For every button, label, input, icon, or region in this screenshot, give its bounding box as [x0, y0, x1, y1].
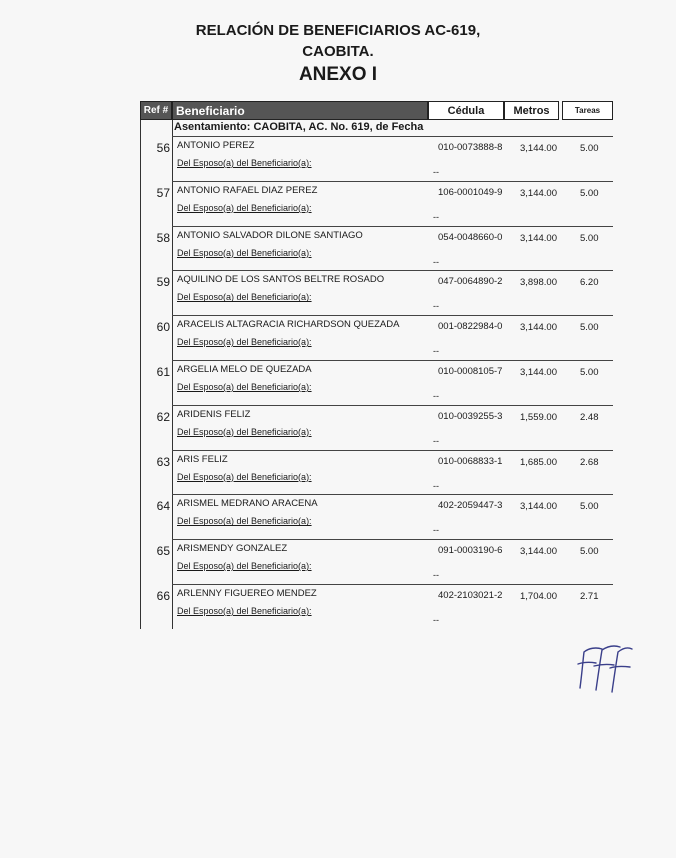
metros-value: 3,144.00: [520, 143, 557, 154]
beneficiary-name: ARACELIS ALTAGRACIA RICHARDSON QUEZADA: [177, 319, 400, 331]
cedula-value: 010-0039255-3: [438, 410, 503, 422]
spouse-cedula-value: --: [433, 211, 439, 222]
spouse-label: Del Esposo(a) del Beneficiario(a):: [177, 561, 312, 572]
settlement-subheader: Asentamiento: CAOBITA, AC. No. 619, de Fecha: [174, 121, 424, 133]
beneficiary-name: ANTONIO PEREZ: [177, 140, 255, 151]
beneficiary-name: ARISMEL MEDRANO ARACENA: [177, 498, 318, 510]
beneficiary-name: ANTONIO SALVADOR DILONE SANTIAGO: [177, 229, 363, 241]
spouse-cedula-value: --: [433, 615, 439, 625]
spouse-cedula-value: --: [433, 256, 439, 267]
table-row: [140, 181, 613, 226]
beneficiary-name: ARIDENIS FELIZ: [177, 408, 251, 420]
col-header-ref: Ref #: [140, 101, 172, 120]
spouse-label: Del Esposo(a) del Beneficiario(a):: [177, 426, 312, 437]
metros-value: 1,704.00: [520, 591, 557, 602]
row-divider: [172, 136, 613, 137]
beneficiary-name: ARIS FELIZ: [177, 453, 228, 465]
signature-icon: [574, 638, 634, 698]
row-divider: [172, 450, 613, 451]
tareas-value: 2.71: [580, 591, 599, 602]
metros-value: 3,144.00: [520, 322, 557, 334]
cedula-value: 054-0048660-0: [438, 231, 503, 243]
ref-number: 65: [156, 544, 170, 559]
ref-number: 60: [156, 320, 170, 335]
document-subtitle: CAOBITA.: [302, 43, 374, 60]
ref-number: 64: [156, 499, 170, 514]
spouse-cedula-value: --: [433, 570, 439, 581]
table-row: [140, 315, 613, 360]
row-divider: [172, 315, 613, 316]
table-row: [140, 584, 613, 629]
metros-value: 3,144.00: [520, 232, 557, 244]
tareas-value: 5.00: [580, 322, 599, 334]
tareas-value: 5.00: [580, 367, 599, 378]
col-header-cedula: Cédula: [428, 101, 504, 120]
spouse-cedula-value: --: [433, 167, 439, 177]
table-row: [140, 226, 613, 271]
spouse-cedula-value: --: [433, 525, 439, 536]
row-divider: [172, 494, 613, 495]
beneficiary-name: ARLENNY FIGUEREO MENDEZ: [177, 588, 317, 599]
spouse-cedula-value: --: [433, 435, 439, 446]
metros-value: 3,144.00: [520, 187, 557, 199]
spouse-label: Del Esposo(a) del Beneficiario(a):: [177, 606, 312, 616]
row-divider: [172, 360, 613, 361]
row-divider: [172, 539, 613, 540]
spouse-label: Del Esposo(a) del Beneficiario(a):: [177, 202, 312, 213]
spouse-cedula-value: --: [433, 480, 439, 491]
ref-number: 58: [156, 230, 170, 245]
ref-number: 59: [156, 275, 170, 290]
document-title: RELACIÓN DE BENEFICIARIOS AC-619,: [195, 22, 481, 39]
metros-value: 3,144.00: [520, 546, 557, 558]
col-header-metros: Metros: [504, 101, 559, 120]
tareas-value: 5.00: [580, 143, 599, 154]
table-row: [140, 494, 613, 539]
cedula-value: 010-0073888-8: [438, 142, 503, 153]
table-row: [140, 270, 613, 315]
metros-value: 3,144.00: [520, 367, 557, 378]
table-row: [140, 450, 613, 495]
metros-value: 1,685.00: [520, 456, 557, 468]
ref-number: 57: [156, 185, 170, 200]
table-row: [140, 136, 613, 181]
row-divider: [172, 405, 613, 406]
tareas-value: 5.00: [580, 187, 599, 199]
tareas-value: 6.20: [580, 277, 599, 289]
cedula-value: 001-0822984-0: [438, 321, 503, 333]
spouse-label: Del Esposo(a) del Beneficiario(a):: [177, 337, 312, 348]
cedula-value: 106-0001049-9: [438, 186, 503, 198]
cedula-value: 402-2103021-2: [438, 590, 503, 601]
table-row: [140, 405, 613, 450]
spouse-label: Del Esposo(a) del Beneficiario(a):: [177, 382, 312, 392]
row-divider: [172, 181, 613, 182]
cedula-value: 091-0003190-6: [438, 545, 503, 557]
beneficiaries-table: [140, 101, 613, 629]
tareas-value: 5.00: [580, 546, 599, 558]
beneficiary-name: ARISMENDY GONZALEZ: [177, 543, 288, 555]
ref-number: 56: [156, 141, 170, 155]
cedula-value: 010-0008105-7: [438, 366, 503, 377]
row-divider: [172, 584, 613, 585]
metros-value: 3,144.00: [520, 501, 557, 513]
cedula-value: 047-0064890-2: [438, 276, 503, 288]
cedula-value: 402-2059447-3: [438, 500, 503, 512]
metros-value: 3,898.00: [520, 277, 557, 289]
metros-value: 1,559.00: [520, 411, 557, 423]
ref-number: 62: [156, 409, 170, 424]
cedula-value: 010-0068833-1: [438, 455, 503, 467]
table-row: [140, 539, 613, 584]
beneficiary-name: ARGELIA MELO DE QUEZADA: [177, 364, 312, 375]
beneficiary-name: AQUILINO DE LOS SANTOS BELTRE ROSADO: [177, 274, 385, 286]
spouse-cedula-value: --: [433, 391, 439, 401]
beneficiary-name: ANTONIO RAFAEL DIAZ PEREZ: [177, 184, 318, 196]
ref-number: 61: [156, 365, 170, 379]
spouse-label: Del Esposo(a) del Beneficiario(a):: [177, 471, 312, 482]
tareas-value: 5.00: [580, 501, 599, 513]
row-divider: [172, 270, 613, 271]
row-divider: [172, 226, 613, 227]
table-row: [140, 360, 613, 405]
ref-number: 66: [156, 589, 170, 603]
spouse-label: Del Esposo(a) del Beneficiario(a):: [177, 158, 312, 168]
tareas-value: 2.48: [580, 411, 599, 423]
annex-title: ANEXO I: [298, 64, 378, 85]
spouse-cedula-value: --: [433, 346, 439, 357]
ref-number: 63: [156, 454, 170, 469]
col-header-tareas: Tareas: [562, 101, 613, 120]
spouse-label: Del Esposo(a) del Beneficiario(a):: [177, 247, 312, 258]
tareas-value: 5.00: [580, 232, 599, 244]
spouse-cedula-value: --: [433, 301, 439, 312]
spouse-label: Del Esposo(a) del Beneficiario(a):: [177, 516, 312, 527]
col-header-beneficiario: Beneficiario: [172, 101, 428, 120]
spouse-label: Del Esposo(a) del Beneficiario(a):: [177, 292, 312, 303]
tareas-value: 2.68: [580, 456, 599, 468]
